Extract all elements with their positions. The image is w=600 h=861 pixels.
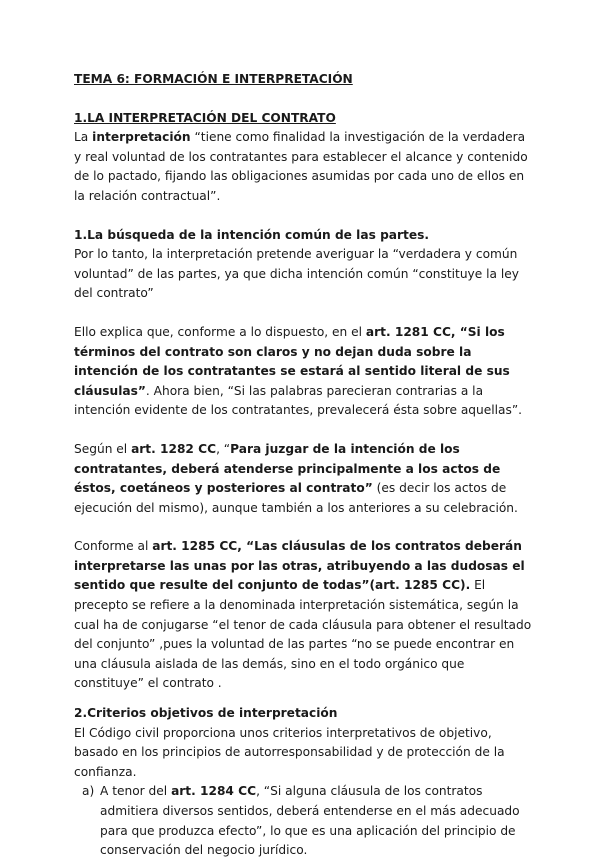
text-run: Ello explica que, conforme a lo dispuesto, en el	[74, 324, 366, 339]
text-run: La	[74, 130, 93, 145]
bold-article: art. 1282 CC	[131, 441, 217, 456]
subsection-heading-1: 1.La búsqueda de la intención común de las partes.	[74, 227, 430, 242]
text-run: , “Si alguna cláusula de los contratos admitiera diversos sentidos, deberá entenderse en el más adecuado para que produzca efecto”, lo que es una aplicación del principio de conservación del negocio jurídico.	[100, 784, 520, 858]
paragraph-art-1281	[74, 323, 534, 421]
bold-term: interpretación	[92, 130, 191, 145]
text-run: Según el	[74, 441, 132, 456]
document-title: TEMA 6: FORMACIÓN E INTERPRETACIÓN	[74, 72, 353, 86]
paragraph-intention: Por lo tanto, la interpretación pretende averiguar la “verdadera y común voluntad” de las partes, ya que dicha intención común “constituye la ley del contrato”	[74, 247, 519, 301]
bold-quote: Para juzgar de la intención de los contratantes, deberá atenderse principalmente a los actos de éstos, coetáneos y posteriores al contrato”	[74, 441, 501, 496]
text-run: El precepto se refiere a la denominada interpretación sistemática, según la cual ha de conjugarse “el tenor de cada cláusula para obtener el resultado del conjunto” ,pues la voluntad de las partes “no se puede encontrar en una cláusula aislada de las demás, sino en el todo orgánico que constituye” el contrato .	[74, 578, 532, 691]
list-item	[74, 782, 534, 860]
subsection-heading-2: 2.Criterios objetivos de interpretación	[74, 706, 338, 721]
section-heading-1: 1.LA INTERPRETACIÓN DEL CONTRATO	[74, 110, 336, 125]
document-body	[74, 70, 534, 861]
bold-article: art. 1284 CC	[171, 784, 257, 799]
criteria-list	[74, 782, 534, 860]
paragraph-criteria: El Código civil proporciona unos criterios interpretativos de objetivo, basado en los principios de autorresponsabilidad y de protección de la confianza.	[74, 725, 505, 779]
text-run: . Ahora bien, “Si las palabras parecieran contrarias a la intención evidente de los contratantes, prevalecerá ésta sobre aquellas”.	[74, 383, 523, 418]
list-marker: a)	[82, 784, 95, 799]
text-run: “tiene como finalidad la investigación de la verdadera y real voluntad de los contratantes para establecer el alcance y contenido de lo pactado, fijando las obligaciones asumidas por cada uno de ellos en la relación contractual”.	[74, 130, 528, 203]
bold-article: art. 1285 CC, “Las cláusulas de los contratos deberán interpretarse las unas por las otras, atribuyendo a las dudosas el sentido que resulte del conjunto de todas”(art. 1285 CC).	[74, 539, 525, 593]
text-run: (es decir los actos de ejecución del mismo), aunque también a los anteriores a su celebración.	[74, 481, 518, 515]
text-run: Conforme al	[74, 539, 153, 554]
text-run: A tenor del	[100, 784, 172, 799]
paragraph-definition	[74, 128, 534, 206]
paragraph-art-1285	[74, 537, 534, 694]
bold-article: art. 1281 CC, “Si los términos del contrato son claros y no dejan duda sobre la intención de los contratantes se estará al sentido literal de sus cláusulas”	[74, 324, 510, 398]
paragraph-art-1282	[74, 440, 534, 518]
text-run: , “	[216, 441, 231, 456]
